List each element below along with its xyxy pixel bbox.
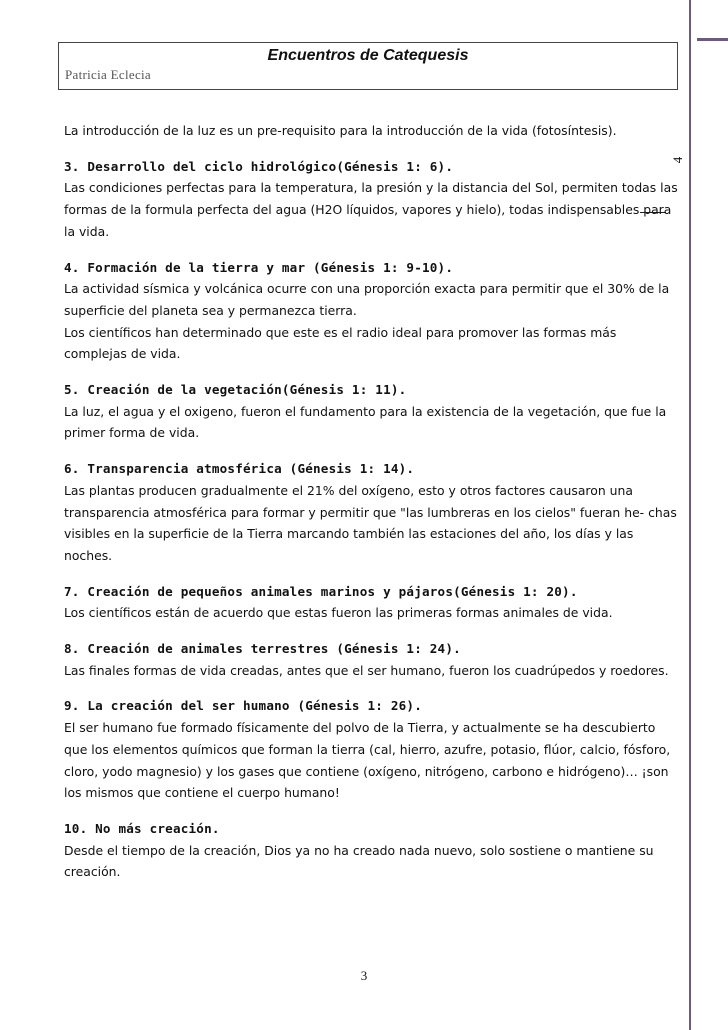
section-paragraph: Los científicos están de acuerdo que estas fueron las primeras formas animales de vida. bbox=[64, 605, 613, 621]
section-paragraph: Los científicos han determinado que este es el radio ideal para promover las formas más complejas de vida. bbox=[64, 324, 617, 362]
section-title: 8. Creación de animales terrestres (Génesis 1: 24). bbox=[64, 641, 461, 657]
side-margin-mark bbox=[697, 38, 728, 41]
header-author: Patricia Eclecia bbox=[65, 67, 151, 82]
header-title: Encuentros de Catequesis bbox=[267, 47, 469, 64]
section-title: 4. Formación de la tierra y mar (Génesis 1: 9-10). bbox=[64, 259, 454, 275]
side-margin-rule bbox=[689, 0, 691, 1030]
page-header bbox=[58, 42, 678, 90]
section-9 bbox=[64, 695, 678, 804]
section-3 bbox=[64, 156, 678, 243]
section-paragraph: El ser humano fue formado físicamente del polvo de la Tierra, y actualmente se ha descubierto que los elementos químicos que forman la tierra (cal, hierro, azufre, potasio, flúor, calcio, fósforo, cloro, yodo magnesio) y los gases que contiene (oxígeno, nitrógeno, carbono e hidrógeno)… ¡son los mismos que contiene el cuerpo humano! bbox=[64, 720, 671, 801]
section-8 bbox=[64, 638, 678, 681]
section-title: 6. Transparencia atmosférica (Génesis 1: 14). bbox=[64, 461, 415, 477]
section-title: 7. Creación de pequeños animales marinos y pájaros(Génesis 1: 20). bbox=[64, 583, 578, 599]
section-paragraph: La luz, el agua y el oxigeno, fueron el fundamento para la existencia de la vegetación, que fue la primer forma de vida. bbox=[64, 403, 667, 441]
section-paragraph: Las plantas producen gradualmente el 21% del oxígeno, esto y otros factores causaron una transparencia atmosférica para formar y permitir que "las lumbreras en los cielos" fueran he- chas visibles en la superficie de la Tierra marcando también las estaciones del año, los días y las noches. bbox=[64, 482, 677, 563]
section-paragraph: Las finales formas de vida creadas, antes que el ser humano, fueron los cuadrúpedos y roedores. bbox=[64, 662, 669, 678]
section-title: 9. La creación del ser humano (Génesis 1: 26). bbox=[64, 698, 422, 714]
section-paragraph: La actividad sísmica y volcánica ocurre con una proporción exacta para permitir que el 30% de la superficie del planeta sea y permanezca tierra. bbox=[64, 281, 670, 318]
side-page-number: 4 bbox=[670, 156, 685, 164]
section-10 bbox=[64, 818, 678, 883]
section-7 bbox=[64, 581, 678, 624]
page-number: 3 bbox=[360, 968, 368, 983]
section-title: 3. Desarrollo del ciclo hidrológico(Génesis 1: 6). bbox=[64, 158, 454, 174]
section-4 bbox=[64, 257, 678, 366]
section-paragraph: Desde el tiempo de la creación, Dios ya no ha creado nada nuevo, solo sostiene o mantiene su creación. bbox=[64, 842, 654, 880]
section-title: 10. No más creación. bbox=[64, 820, 220, 836]
document-body bbox=[64, 120, 678, 883]
intro-paragraph: La introducción de la luz es un pre-requisito para la introducción de la vida (fotosíntesis). bbox=[64, 123, 617, 138]
section-6 bbox=[64, 458, 678, 567]
section-paragraph: Las condiciones perfectas para la temperatura, la presión y la distancia del Sol, permiten todas las formas de la formula perfecta del agua (H2O líquidos, vapores y hielo), todas indispensables para la vida. bbox=[64, 180, 678, 239]
section-title: 5. Creación de la vegetación(Génesis 1: 11). bbox=[64, 382, 407, 398]
section-5 bbox=[64, 379, 678, 444]
